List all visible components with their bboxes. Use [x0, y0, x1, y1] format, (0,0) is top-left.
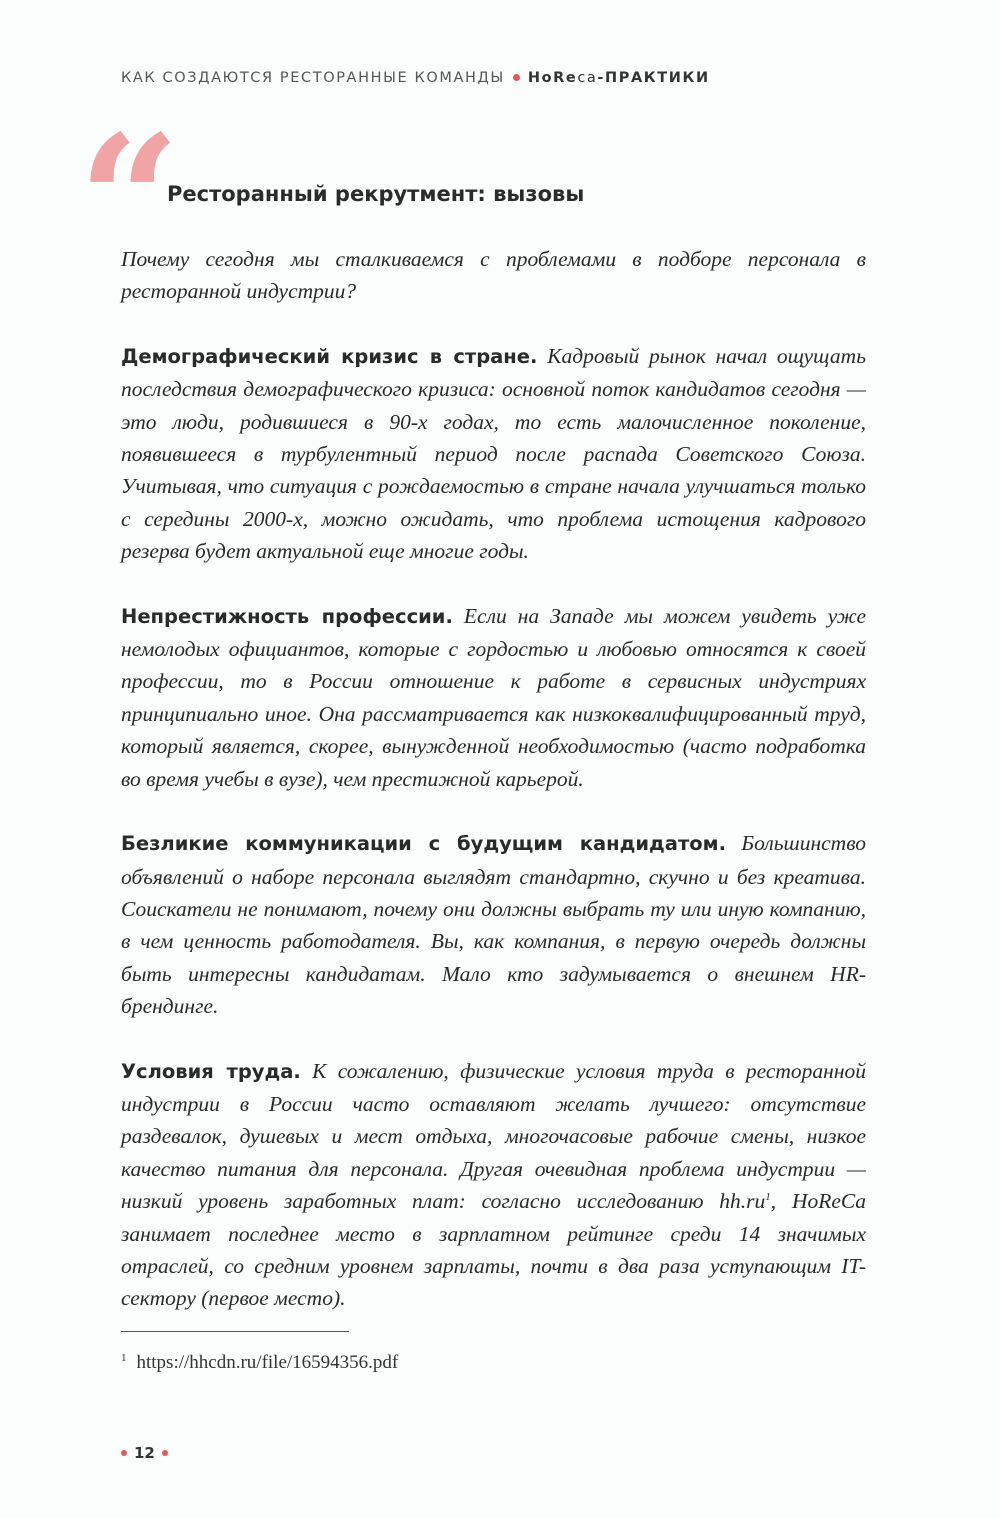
paragraph-prestige — [121, 600, 866, 795]
header-title: КАК СОЗДАЮТСЯ РЕСТОРАННЫЕ КОМАНДЫ — [121, 70, 505, 86]
paragraph-demography — [121, 340, 866, 568]
footnote — [121, 1352, 398, 1374]
footnote-link[interactable]: https://hhcdn.ru/file/16594356.pdf — [136, 1352, 399, 1373]
paragraph-text: Большинство объявлений о наборе персонала выглядят стандартно, скучно и без креатива. Соискатели не понимают, почему они должны выбрать ту или иную компанию, в чем ценность работодателя. Вы, как компания, в первую очередь должны быть интересны кандидатам. Мало кто задумывается о внешнем HR-брендинге. — [121, 831, 866, 1019]
article-body — [121, 243, 866, 1347]
running-header — [121, 70, 710, 86]
footnote-divider — [121, 1331, 349, 1332]
paragraph-lead: Безликие коммуникации с будущим кандидатом. — [121, 832, 727, 856]
page-number-value: 12 — [134, 1444, 155, 1462]
page-dot-icon — [121, 1450, 127, 1456]
footnote-ref[interactable]: 1 — [765, 1191, 771, 1203]
paragraph-lead: Демографический кризис в стране. — [121, 344, 538, 368]
quote-mark-icon: “ — [78, 96, 181, 305]
page-dot-icon — [162, 1450, 168, 1456]
paragraph-conditions — [121, 1055, 866, 1315]
paragraph-lead: Непрестижность профессии. — [121, 604, 453, 628]
header-dot-icon — [513, 74, 520, 81]
footnote-number: 1 — [121, 1352, 127, 1364]
paragraph-text: Если на Западе мы можем увидеть уже немолодых официантов, которые с гордостью и любовью относятся к своей профессии, то в России отношение к работе в сервисных индустриях принципиально иное. Она рассматривается как низкоквалифицированный труд, который является, скорее, вынужденной необходимостью (часто подработка во время учебы в вузе), чем престижной карьерой. — [121, 603, 866, 791]
paragraph-text: К сожалению, физические условия труда в ресторанной индустрии в России часто оставляют желать лучшего: отсутствие раздевалок, душевых и мест отдыха, многочасовые рабочие смены, низкое качество питания для персонала. Другая очевидная проблема индустрии — низкий уровень заработных плат: согласно исследованию $hh.ru^1$, HoReCa занимает последнее место в зарплатном рейтинге среди 14 значимых отраслей, со средним уровнем зарплаты, почти в два раза уступающим IT-сектору (первое место). — [121, 1058, 867, 1311]
header-brand: HoReca-ПРАКТИКИ — [527, 70, 710, 86]
paragraph-text: Кадровый рынок начал ощущать последствия демографического кризиса: основной поток кандидатов сегодня — это люди, родившиеся в 90-х годах, то есть малочисленное поколение, появившееся в турбулентный период после распада Советского Союза. Учитывая, что ситуация с рождаемостью в стране начала улучшаться только с середины 2000-х, можно ожидать, что проблема истощения кадрового резерва будет актуальной еще многие годы. — [121, 343, 866, 564]
section-title: Ресторанный рекрутмент: вызовы — [167, 182, 585, 206]
paragraph-communications — [121, 827, 866, 1022]
intro-question: Почему сегодня мы сталкиваемся с проблемами в подборе персонала в ресторанной индустрии? — [121, 247, 866, 304]
paragraph-lead: Условия труда. — [121, 1059, 301, 1083]
page-number — [121, 1444, 175, 1462]
